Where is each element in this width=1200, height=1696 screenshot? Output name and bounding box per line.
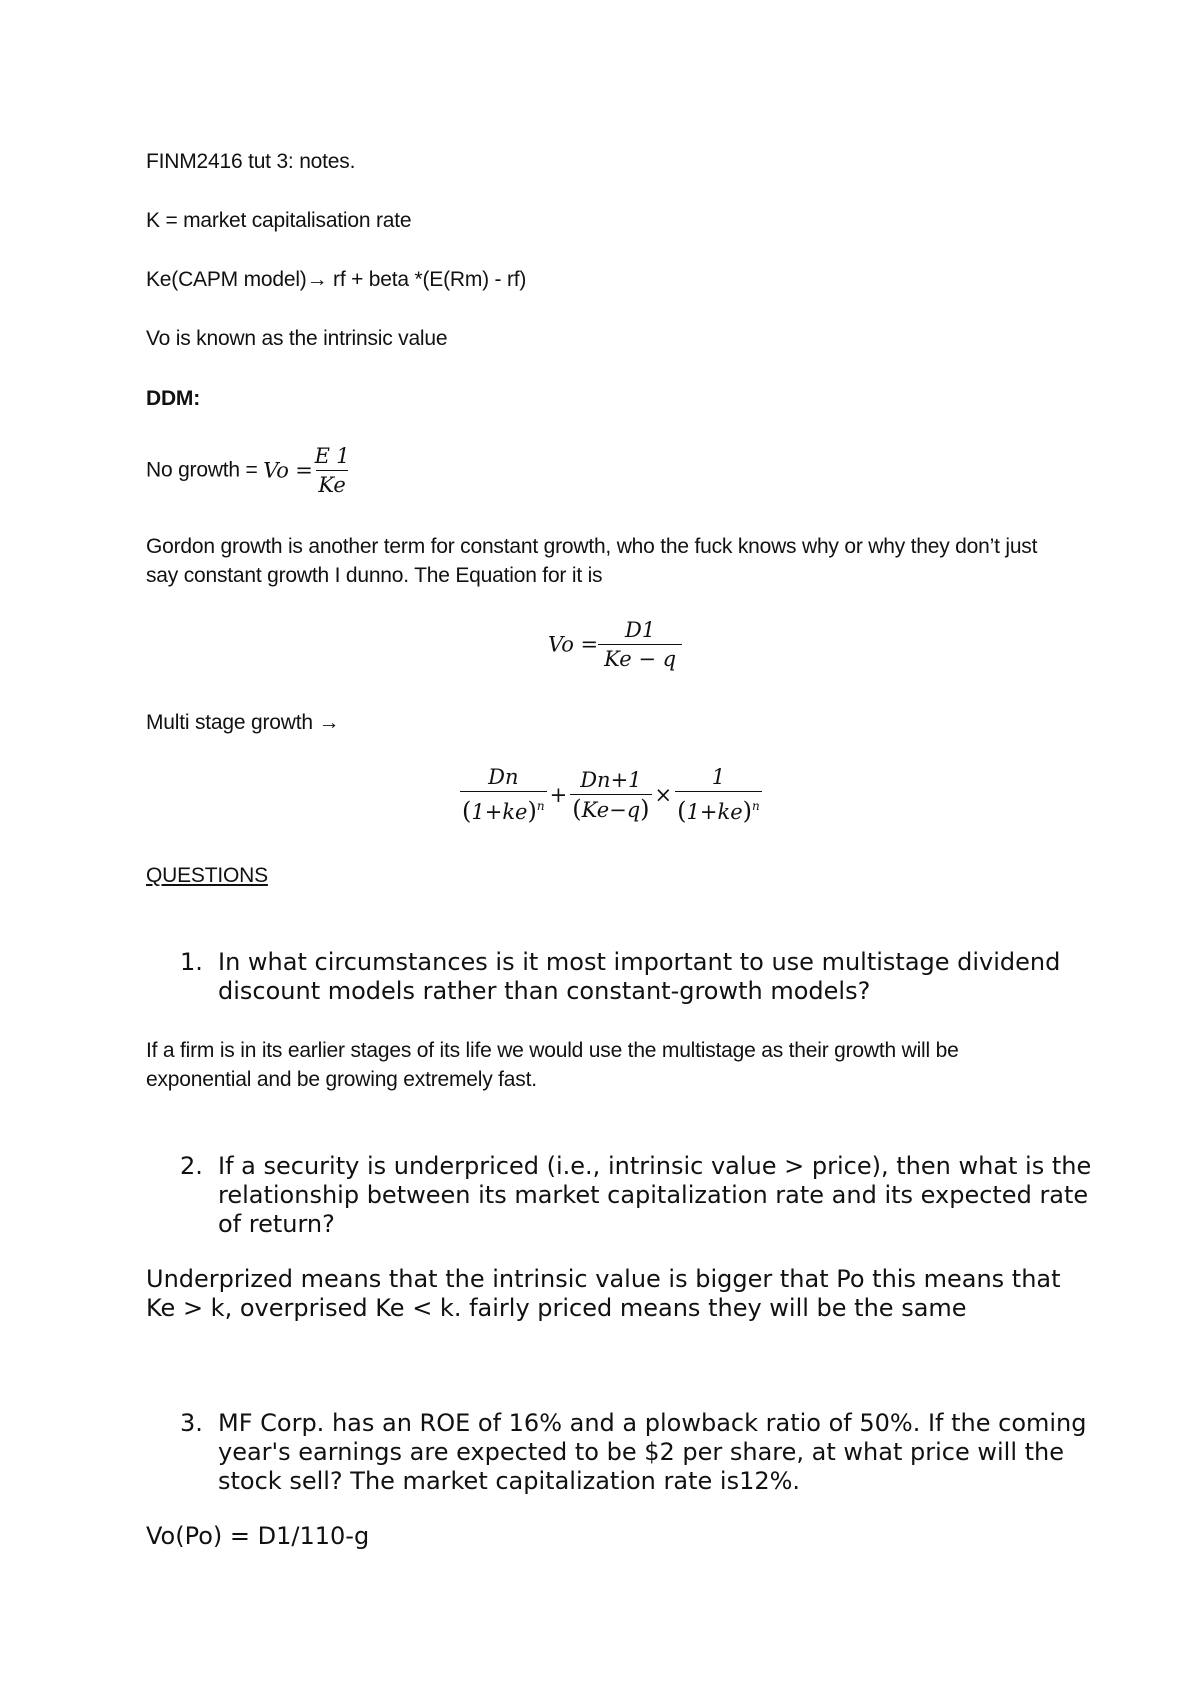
multi-term3-denominator-wrap: $(1+ke)^n$ <box>675 791 762 825</box>
multi-term2-denominator-wrap: (Ke−q) <box>572 794 650 823</box>
gordon-numerator: D1 <box>625 618 656 642</box>
k-definition: K = market capitalisation rate <box>146 209 412 232</box>
answer-text: If a firm is in its earlier stages of its life we would use the multistage as their growth will be exponential and be growing extremely fast. <box>146 1039 959 1091</box>
ddm-heading: DDM: <box>146 387 201 410</box>
multi-term3-numerator: 1 <box>711 765 726 789</box>
question-number: 3. <box>180 1409 203 1437</box>
multi-term2-numerator: Dn+1 <box>580 767 642 792</box>
multi-term1-denominator-wrap: $(1+ke)^n$ <box>460 791 547 825</box>
no-growth-lhs: Vo = <box>263 458 313 483</box>
answer-text: Vo(Po) = D1/110-g <box>146 1522 370 1550</box>
questions-heading: QUESTIONS <box>146 864 268 887</box>
gordon-formula <box>548 617 682 672</box>
answer-text: Underprized means that the intrinsic value is bigger that Po this means that Ke > k, overprised Ke < k. fairly priced means they will be the same <box>146 1265 1061 1322</box>
vo-definition: Vo is known as the intrinsic value <box>146 327 448 350</box>
question-text: In what circumstances is it most important to use multistage dividend discount models rather than constant-growth models? <box>218 948 1061 1005</box>
gordon-growth-paragraph: Gordon growth is another term for constant growth, who the fuck knows why or why they don’t just say constant growth I dunno. The Equation for it is <box>146 535 1038 587</box>
no-growth-formula <box>146 443 351 498</box>
question-text: If a security is underpriced (i.e., intrinsic value > price), then what is the relationship between its market capitalization rate and its expected rate of return? <box>218 1152 1092 1238</box>
right-arrow-icon: → <box>318 711 340 734</box>
no-growth-numerator: E 1 <box>314 444 350 468</box>
multi-term3 <box>675 764 762 825</box>
question-number: 2. <box>180 1152 203 1180</box>
plus-sign: + <box>549 782 568 807</box>
no-growth-denominator: Ke <box>316 470 347 498</box>
multi-term1-numerator: Dn <box>488 765 519 789</box>
doc-title: FINM2416 tut 3: notes. <box>146 150 356 173</box>
no-growth-label: No growth = <box>146 458 264 482</box>
multi-term3-denominator: 1+ke <box>686 800 743 824</box>
no-growth-fraction <box>313 443 352 498</box>
times-sign: × <box>654 782 673 807</box>
multi-stage-label: Multi stage growth <box>146 711 319 734</box>
gordon-denominator: Ke − q <box>598 644 682 672</box>
multi-term3-exponent: n <box>752 799 760 813</box>
multi-stage-line <box>146 711 339 735</box>
multi-term1 <box>460 764 547 825</box>
gordon-fraction <box>598 617 682 672</box>
multi-term1-denominator: 1+ke <box>471 800 528 824</box>
multi-term2-denominator: Ke−q <box>581 797 641 822</box>
question-number: 1. <box>180 948 203 976</box>
right-arrow-icon: → <box>306 268 328 291</box>
gordon-lhs: Vo = <box>548 632 599 657</box>
ke-formula: rf + beta *(E(Rm) - rf) <box>327 268 527 291</box>
multi-stage-formula <box>460 764 762 825</box>
multi-term2 <box>570 767 651 823</box>
question-text: MF Corp. has an ROE of 16% and a plowback ratio of 50%. If the coming year's earnings are expected to be $2 per share, at what price will the stock sell? The market capitalization rate is12%. <box>218 1409 1087 1495</box>
multi-term1-exponent: n <box>536 799 545 813</box>
ke-prefix: Ke(CAPM model) <box>146 268 307 291</box>
ke-capm-line <box>146 268 526 292</box>
